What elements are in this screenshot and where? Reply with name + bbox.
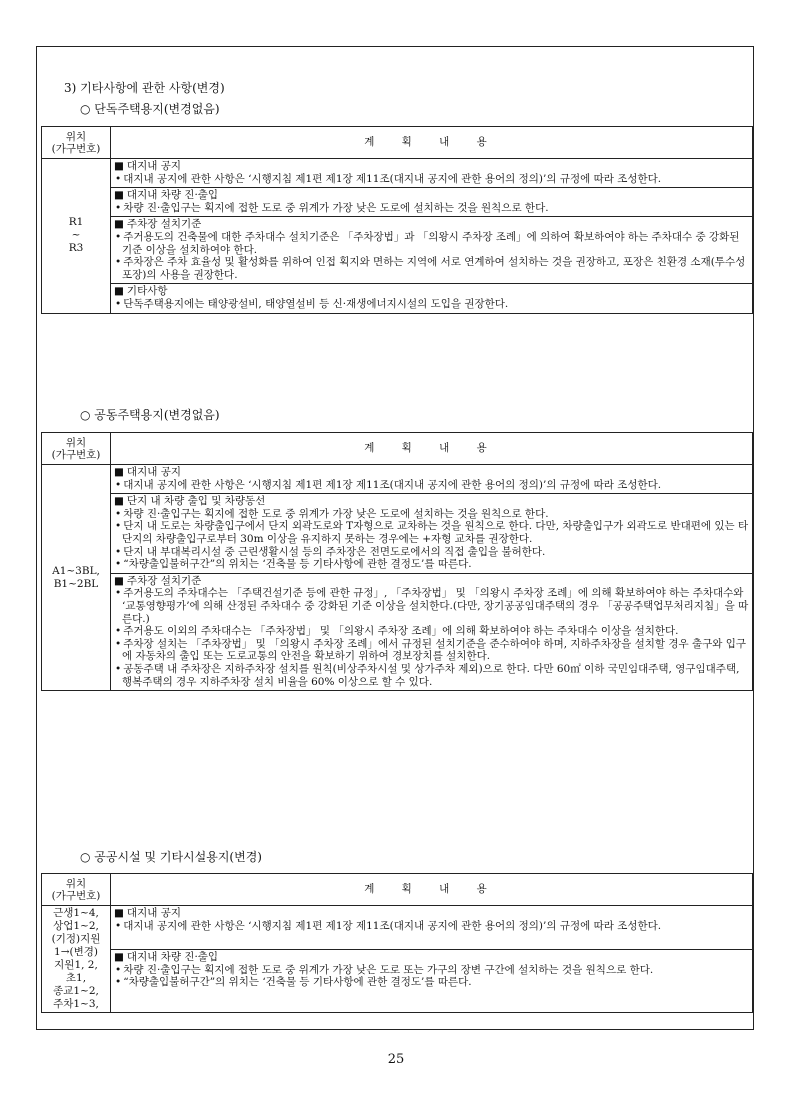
plan-content-header: 계 획 내 용 [111, 127, 753, 159]
bullet-item: • 주거용도 이외의 주차대수는 「주차장법」 및 「의왕시 주차장 조례」에 의해 확보하여야 하는 주차대수 이상을 설치한다. [114, 625, 749, 638]
section-title: ■ 대지내 차량 진·출입 [114, 951, 749, 964]
page-number: 25 [387, 1052, 405, 1067]
section-title: ■ 기타사항 [114, 285, 749, 298]
section-title: ■ 대지내 공지 [114, 907, 749, 920]
plan-content-header: 계 획 내 용 [111, 874, 753, 906]
bullet-item: • 단독주택용지에는 태양광설비, 태양열설비 등 신·재생에너지시설의 도입을 권장한다. [114, 298, 749, 311]
plan-section [111, 573, 753, 690]
bullet-item: • 차량 진·출입구는 획지에 접한 도로 중 위계가 가장 낮은 도로에 설치하는 것을 원칙으로 한다. [114, 202, 749, 215]
section-title: ■ 주차장 설치기준 [114, 575, 749, 588]
table-row [42, 950, 753, 1013]
subsection-heading-detached: ○ 단독주택용지(변경없음) [80, 102, 220, 116]
plan-content-header: 계 획 내 용 [111, 433, 753, 465]
bullet-item: • 단지 내 도로는 차량출입구에서 단지 외곽도로와 T자형으로 교차하는 것을 원칙으로 한다. 다만, 차량출입구가 외곽도로 반대편에 있는 타 단지의 차량출입구로부터 30m 이상을 유지하지 못하는 경우에는 +자형 교차를 권장한다. [114, 520, 749, 545]
plan-section [111, 906, 753, 950]
bullet-item: • 주거용도의 주차대수는 「주택건설기준 등에 관한 규정」, 「주차장법」 및 「의왕시 주차장 조례」에 의해 확보하여야 하는 주차대수와 ‘교통영향평가’에 의해 산정된 주차대수 중 강화된 기준 이상을 설치한다.(다만, 장기공공임대주택의 경우 「공공주택업무처리지침」을 따른다.) [114, 587, 749, 625]
bullet-item: • “차량출입불허구간”의 위치는 ‘건축물 등 기타사항에 관한 결정도’를 따른다. [114, 976, 749, 989]
section-title: ■ 대지내 공지 [114, 160, 749, 173]
location-cell: A1~3BL, B1~2BL [42, 465, 111, 691]
bullet-item: • 주차장은 주차 효율성 및 활성화를 위하여 인접 획지와 면하는 지역에 서로 연계하여 설치하는 것을 권장하고, 포장은 친환경 소재(투수성 포장)의 사용을 권장한다. [114, 256, 749, 281]
plan-section [111, 465, 753, 494]
bullet-item: • 공동주택 내 주차장은 지하주차장 설치를 원칙(비상주차시설 및 상가주차 제외)으로 한다. 다만 60㎡ 이하 국민임대주택, 영구임대주택, 행복주택의 경우 지하주차장 설치 비율을 60% 이상으로 할 수 있다. [114, 663, 749, 688]
plan-section [111, 494, 753, 574]
table-row [42, 188, 753, 217]
table-header-row [42, 433, 753, 465]
table-header-row [42, 874, 753, 906]
table-row [42, 494, 753, 574]
location-cell: R1 ~ R3 [42, 159, 111, 314]
subsection-heading-apartment: ○ 공동주택용지(변경없음) [80, 408, 220, 422]
bullet-item: • 대지내 공지에 관한 사항은 ‘시행지침 제1편 제1장 제11조(대지내 공지에 관한 용어의 정의)’의 규정에 따라 조성한다. [114, 173, 749, 186]
section-title: ■ 주차장 설치기준 [114, 218, 749, 231]
bullet-item: • 단지 내 부대복리시설 중 근린생활시설 등의 주차장은 전면도로에서의 직접 출입을 불허한다. [114, 546, 749, 559]
bullet-item: • “차량출입불허구간”의 위치는 ‘건축물 등 기타사항에 관한 결정도’를 따른다. [114, 558, 749, 571]
plan-section [111, 188, 753, 217]
plan-section [111, 284, 753, 313]
section-title: ■ 대지내 차량 진·출입 [114, 189, 749, 202]
bullet-item: • 주차장 설치는 「주차장법」 및 「의왕시 주차장 조례」에서 규정된 설치기준을 준수하여야 하며, 지하주차장을 설치할 경우 출구와 입구에 자동차의 출입 또는 도로교통의 안전을 확보하기 위하여 경보장치를 설치한다. [114, 638, 749, 663]
bullet-item: • 대지내 공지에 관한 사항은 ‘시행지침 제1편 제1장 제11조(대지내 공지에 관한 용어의 정의)’의 규정에 따라 조성한다. [114, 920, 749, 933]
table-row [42, 159, 753, 188]
bullet-item: • 대지내 공지에 관한 사항은 ‘시행지침 제1편 제1장 제11조(대지내 공지에 관한 용어의 정의)’의 규정에 따라 조성한다. [114, 479, 749, 492]
section-title: ■ 단지 내 차량 출입 및 차량동선 [114, 495, 749, 508]
section-heading: 3) 기타사항에 관한 사항(변경) [64, 81, 225, 95]
plan-section [111, 217, 753, 284]
bullet-item: • 차량 진·출입구는 획지에 접한 도로 중 위계가 가장 낮은 도로에 설치하는 것을 원칙으로 한다. [114, 508, 749, 521]
location-header: 위치 (가구번호) [42, 874, 111, 906]
location-header: 위치 (가구번호) [42, 433, 111, 465]
apartment-housing-table [41, 432, 753, 691]
public-facility-table [41, 873, 753, 1013]
plan-section [111, 950, 753, 1013]
table-row [42, 906, 753, 950]
table-row [42, 284, 753, 313]
subsection-heading-public: ○ 공공시설 및 기타시설용지(변경) [80, 850, 262, 864]
table-row [42, 465, 753, 494]
bullet-item: • 차량 진·출입구는 획지에 접한 도로 중 위계가 가장 낮은 도로 또는 가구의 장변 구간에 설치하는 것을 원칙으로 한다. [114, 964, 749, 977]
location-cell: 근생1~4, 상업1~2, (기정)지원 1→(변경) 지원1, 2, 초1, 종교1~2, 주차1~3, [42, 906, 111, 1013]
bullet-item: • 주거용도의 건축물에 대한 주차대수 설치기준은 「주차장법」과 「의왕시 주차장 조례」에 의하여 확보하여야 하는 주차대수 중 강화된 기준 이상을 설치하여야 한다. [114, 231, 749, 256]
section-title: ■ 대지내 공지 [114, 466, 749, 479]
detached-housing-table [41, 126, 753, 314]
table-header-row [42, 127, 753, 159]
plan-section [111, 159, 753, 188]
location-header: 위치 (가구번호) [42, 127, 111, 159]
table-row [42, 573, 753, 690]
table-row [42, 217, 753, 284]
